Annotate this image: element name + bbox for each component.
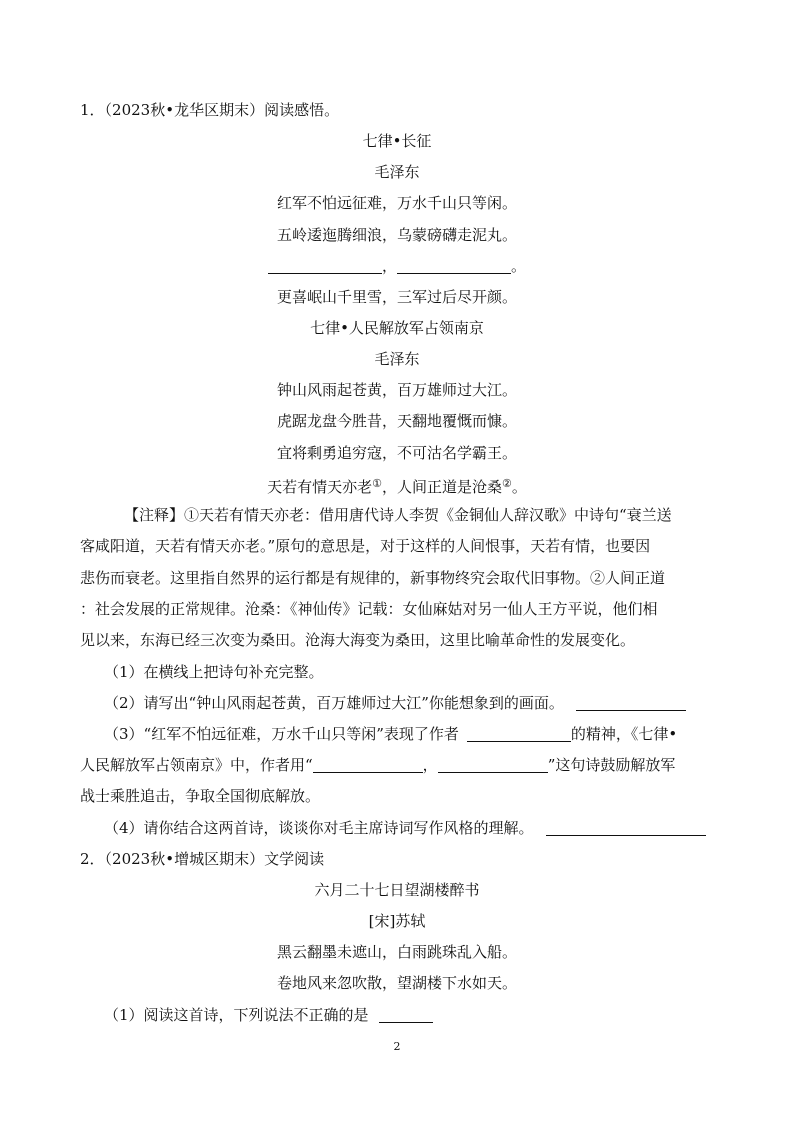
answer-blank[interactable] [379,1006,433,1023]
answer-blank[interactable] [467,725,571,742]
poem1-title: 七律•长征 [362,132,432,150]
page-number: 2 [393,1040,401,1053]
sub-question-4: （4）请你结合这两首诗，谈谈你对毛主席诗词写作风格的理解。 [104,818,706,838]
poem1-line4: 更喜岷山千里雪，三军过后尽开颜。 [276,288,517,306]
answer-blank[interactable] [313,756,423,773]
question-2-heading: 2．（2023秋•增城区期末）文学阅读 [80,850,325,868]
note-line-2: 客咸阳道，天若有情天亦老。”原句的意思是，对于这样的人间恨事，天若有情，也要因 [80,537,651,555]
footnote-mark: ② [502,477,512,490]
note-line-5: 见以来，东海已经三次变为桑田。沧海大海变为桑田，这里比喻革命性的发展变化。 [80,631,636,649]
poem2-line1: 钟山风雨起苍黄，百万雄师过大江。 [276,381,517,399]
note-line-1: 【注释】①天若有情天亦老：借用唐代诗人李贺《金铜仙人辞汉歌》中诗句“衰兰送 [124,506,672,524]
answer-blank[interactable] [438,756,548,773]
poem3-author: [宋]苏轼 [368,912,426,930]
poem3-line1: 黑云翻墨未遮山，白雨跳珠乱入船。 [276,943,517,961]
poem2-author: 毛泽东 [374,350,420,368]
sub-question-3-line-2: 人民解放军占领南京》中，作者用“ ， ”这句诗鼓励解放军 [80,756,676,774]
answer-blank[interactable] [268,257,382,274]
poem2-line2: 虎踞龙盘今胜昔，天翻地覆慨而慷。 [276,412,517,430]
poem2-line3: 宜将剩勇追穷寇，不可沽名学霸王。 [276,444,517,462]
answer-blank[interactable] [546,819,706,836]
poem3-line2: 卷地风来忽吹散，望湖楼下水如天。 [276,974,517,992]
poem1-line3-fill: ， 。 [0,256,794,276]
answer-blank[interactable] [397,257,511,274]
answer-blank[interactable] [576,694,686,711]
q2-sub-question-1: （1）阅读这首诗，下列说法不正确的是 [104,1005,433,1025]
question-1-heading: 1．（2023秋•龙华区期末）阅读感悟。 [80,101,340,119]
poem1-line2: 五岭逶迤腾细浪，乌蒙磅礴走泥丸。 [276,226,517,244]
poem2-title: 七律•人民解放军占领南京 [310,319,484,337]
note-line-4: ：社会发展的正常规律。沧桑：《神仙传》记载：女仙麻姑对另一仙人王方平说，他们相 [80,600,658,618]
sub-question-1: （1）在横线上把诗句补充完整。 [104,663,324,681]
sub-question-3-line-1: （3）“红军不怕远征难，万水千山只等闲”表现了作者 的精神，《七律• [104,725,678,743]
poem2-line4: 天若有情天亦老①，人间正道是沧桑②。 [267,477,527,496]
poem3-title: 六月二十七日望湖楼醉书 [314,881,480,899]
sub-question-3-line-3: 战士乘胜追击，争取全国彻底解放。 [80,787,321,805]
sub-question-2: （2）请写出“钟山风雨起苍黄，百万雄师过大江”你能想象到的画面。 [104,693,686,713]
note-line-3: 悲伤而衰老。这里指自然界的运行都是有规律的，新事物终究会取代旧事物。②人间正道 [80,569,666,587]
footnote-mark: ① [372,477,382,490]
poem1-line1: 红军不怕远征难，万水千山只等闲。 [276,194,517,212]
poem1-author: 毛泽东 [374,163,420,181]
